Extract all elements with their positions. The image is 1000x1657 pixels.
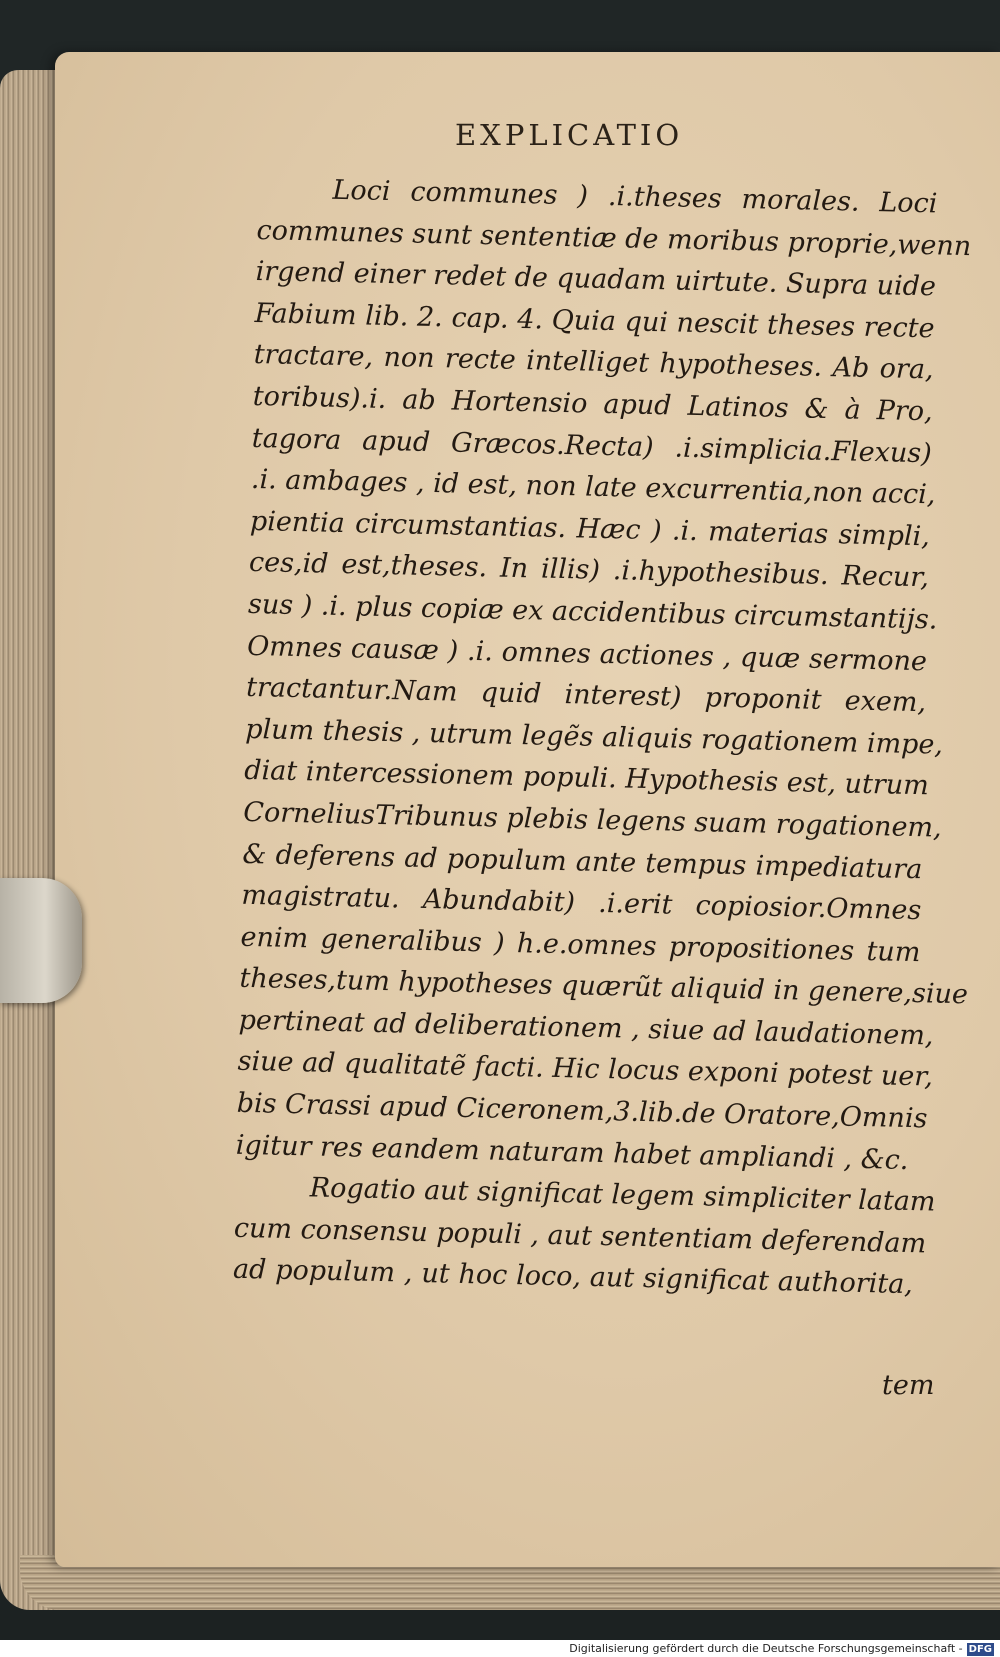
text-line: tractantur.Nam quid interest) proponit exem, <box>245 671 927 719</box>
text-line: Omnes causæ ) .i. omnes actiones , quæ sermone <box>246 630 928 677</box>
text-line: siue ad qualitatẽ facti. Hic locus exponi potest uer, <box>237 1046 934 1094</box>
dfg-logo-icon: DFG <box>968 1643 992 1655</box>
text-line: tagora apud Græcos.Recta) .i.simplicia.Flexus) <box>251 422 933 469</box>
text-line: pientia circumstantias. Hæc ) .i. materias simpli, <box>249 505 931 553</box>
text-line: ad populum , ut hoc loco, aut significat authorita, <box>232 1254 914 1301</box>
text-line: diat intercessionem populi. Hypothesis est, utrum <box>243 755 930 802</box>
text-line: tractare, non recte intelliget hypotheses. Ab ora, <box>253 339 934 386</box>
text-line: .i. ambages , id est, non late excurrentia,non acci, <box>250 464 936 511</box>
footer-bar <box>0 1640 1000 1657</box>
book-clasp <box>0 878 82 1003</box>
text-line: igitur res eandem naturam habet ampliandi , &c. <box>235 1129 909 1176</box>
catchword: tem <box>882 1370 935 1401</box>
text-line: enim generalibus ) h.e.omnes propositiones tum <box>240 921 921 968</box>
text-line: Fabium lib. 2. cap. 4. Quia qui nescit theses recte <box>254 297 935 345</box>
text-line: communes sunt sententiæ de moribus proprie,wenn <box>256 214 972 262</box>
text-line: Rogatio aut significat legem simpliciter latam <box>309 1172 936 1218</box>
text-line: CorneliusTribunus plebis legens suam rogationem, <box>243 796 943 844</box>
text-line: bis Crassi apud Ciceronem,3.lib.de Oratore,Omnis <box>236 1087 928 1135</box>
text-line: toribus).i. ab Hortensio apud Latinos & à Pro, <box>252 380 933 428</box>
text-line: cum consensu populi , aut sententiam deferendam <box>233 1212 927 1260</box>
text-line: ces,id est,theses. In illis) .i.hypothesibus. Recur, <box>248 547 930 594</box>
text-line: irgend einer redet de quadam uirtute. Supra uide <box>255 256 937 303</box>
text-line: plum thesis , utrum legẽs aliquis rogationem impe, <box>244 713 944 761</box>
text-line: & deferens ad populum ante tempus impediatura <box>242 838 923 885</box>
text-line: sus ) .i. plus copiæ ex accidentibus circumstantijs. <box>247 588 938 636</box>
text-line: theses,tum hypotheses quærũt aliquid in genere,siue <box>239 963 969 1011</box>
text-line: Loci communes ) .i.theses morales. Loci <box>332 174 938 220</box>
text-line: pertineat ad deliberationem , siue ad laudationem, <box>238 1004 934 1052</box>
text-line: magistratu. Abundabit) .i.erit copiosior.Omnes <box>241 879 922 927</box>
footer-credit <box>569 1640 994 1657</box>
running-head: EXPLICATIO <box>455 118 684 152</box>
body-text <box>232 168 972 1306</box>
footer-credit-text: Digitalisierung gefördert durch die Deutsche Forschungsgemeinschaft - <box>569 1642 963 1655</box>
